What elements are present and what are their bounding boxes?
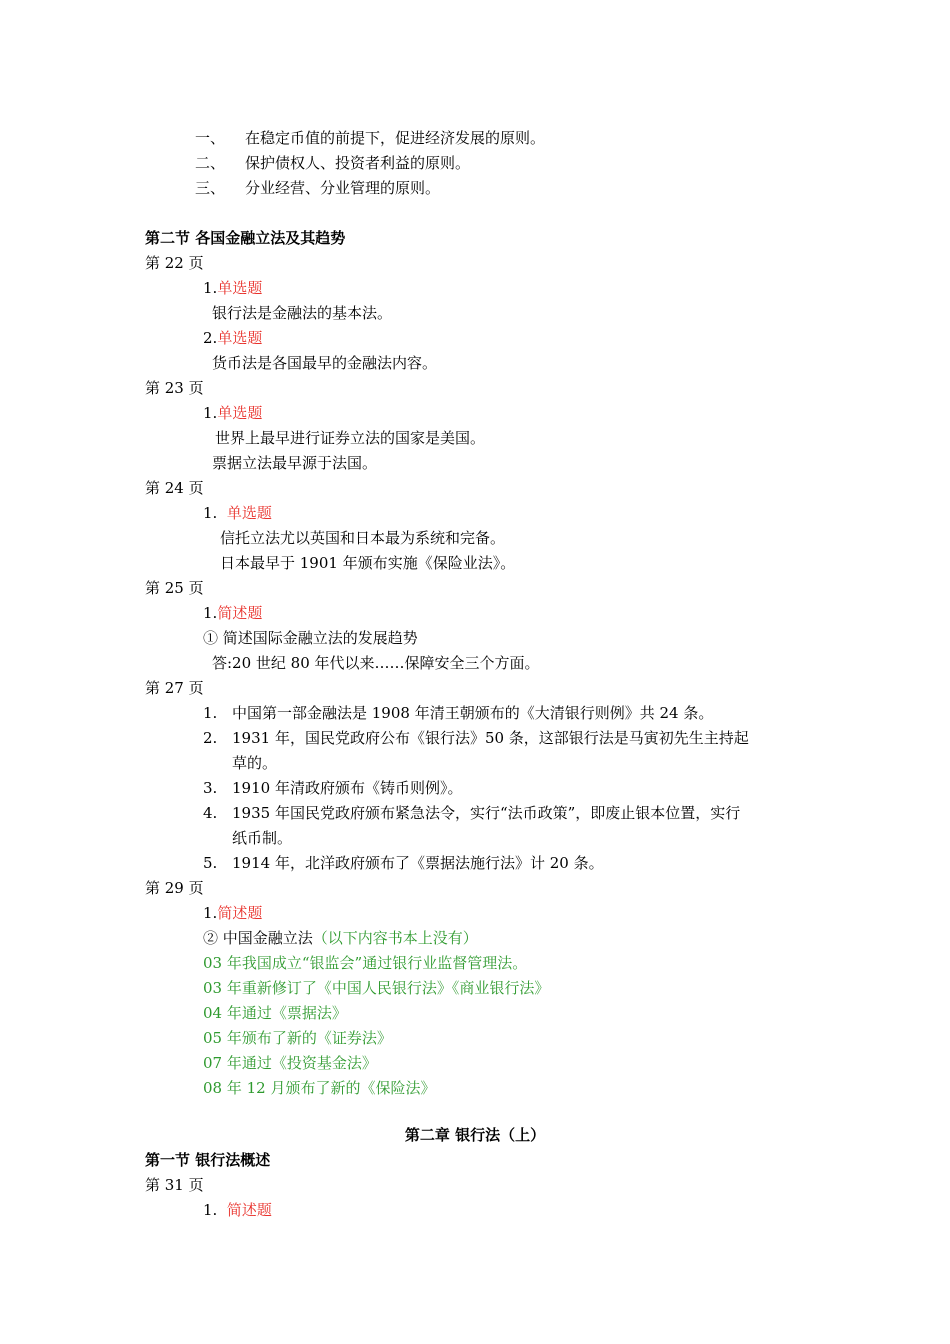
question-item <box>203 603 262 623</box>
principle-item <box>195 178 441 198</box>
page-marker: 第 24 页 <box>145 479 204 497</box>
page-marker: 第 23 页 <box>145 379 204 397</box>
question-number: 2. <box>203 329 218 347</box>
list-text: 1910 年清政府颁布《铸币则例》。 <box>232 779 463 797</box>
answer-text: 日本最早于 1901 年颁布实施《保险业法》。 <box>220 554 516 572</box>
list-item <box>203 803 741 823</box>
answer-text: 银行法是金融法的基本法。 <box>212 304 393 322</box>
list-text: 1914 年，北洋政府颁布了《票据法施行法》计 20 条。 <box>232 854 604 872</box>
question-item <box>203 278 262 298</box>
note-line: 03 年重新修订了《中国人民银行法》《商业银行法》 <box>203 979 550 997</box>
question-type: 单选题 <box>217 404 263 422</box>
question-number: 1. <box>203 279 218 297</box>
question-number: 1. <box>203 604 218 622</box>
principle-text: 保护债权人、投资者利益的原则。 <box>245 154 471 172</box>
question-item <box>203 1200 272 1220</box>
list-text: 1931 年，国民党政府公布《银行法》50 条，这部银行法是马寅初先生主持起 <box>232 729 749 747</box>
question-text: ① 简述国际金融立法的发展趋势 <box>203 629 418 647</box>
page-marker: 第 27 页 <box>145 679 204 697</box>
principle-number: 一、 <box>195 129 226 147</box>
question-type: 简述题 <box>217 904 263 922</box>
list-text-continued: 草的。 <box>232 754 278 772</box>
answer-text: 答:20 世纪 80 年代以来……保障安全三个方面。 <box>212 654 540 672</box>
list-item <box>203 778 463 798</box>
section-heading: 第二节 各国金融立法及其趋势 <box>145 229 346 247</box>
note-line: 07 年通过《投资基金法》 <box>203 1054 377 1072</box>
note-line: 08 年 12 月颁布了新的《保险法》 <box>203 1079 436 1097</box>
page-marker: 第 29 页 <box>145 879 204 897</box>
answer-text: 世界上最早进行证券立法的国家是美国。 <box>215 429 486 447</box>
question-number: 1. <box>203 504 218 522</box>
section-heading: 第一节 银行法概述 <box>145 1151 271 1169</box>
question-item <box>203 503 272 523</box>
question-number: 1. <box>203 1201 218 1219</box>
question-item <box>203 328 262 348</box>
list-item <box>203 703 714 723</box>
question-main: ② 中国金融立法 <box>203 929 313 947</box>
page-marker: 第 22 页 <box>145 254 204 272</box>
list-text-continued: 纸币制。 <box>232 829 293 847</box>
answer-text: 票据立法最早源于法国。 <box>212 454 378 472</box>
principle-item <box>195 153 471 173</box>
list-number: 4. <box>203 804 218 822</box>
page-marker: 第 31 页 <box>145 1176 204 1194</box>
question-type: 单选题 <box>217 329 263 347</box>
principle-item <box>195 128 546 148</box>
question-item <box>203 903 262 923</box>
principle-number: 二、 <box>195 154 226 172</box>
chapter-title: 第二章 银行法（上） <box>404 1126 546 1144</box>
note-line: 03 年我国成立“银监会”通过银行业监督管理法。 <box>203 954 528 972</box>
question-item <box>203 403 262 423</box>
list-text: 中国第一部金融法是 1908 年清王朝颁布的《大清银行则例》共 24 条。 <box>232 704 714 722</box>
principle-text: 分业经营、分业管理的原则。 <box>245 179 441 197</box>
answer-text: 货币法是各国最早的金融法内容。 <box>212 354 438 372</box>
question-number: 1. <box>203 404 218 422</box>
question-type: 简述题 <box>226 1201 272 1219</box>
list-item <box>203 728 749 748</box>
list-number: 5. <box>203 854 218 872</box>
question-note: （以下内容书本上没有） <box>312 929 478 947</box>
question-type: 简述题 <box>217 604 263 622</box>
page-marker: 第 25 页 <box>145 579 204 597</box>
question-type: 单选题 <box>217 279 263 297</box>
list-number: 1. <box>203 704 218 722</box>
list-number: 3. <box>203 779 218 797</box>
principle-number: 三、 <box>195 179 226 197</box>
list-item <box>203 853 604 873</box>
question-type: 单选题 <box>226 504 272 522</box>
answer-text: 信托立法尤以英国和日本最为系统和完备。 <box>220 529 506 547</box>
note-line: 04 年通过《票据法》 <box>203 1004 347 1022</box>
question-text <box>203 928 478 948</box>
list-text: 1935 年国民党政府颁布紧急法令，实行“法币政策”，即废止银本位置，实行 <box>232 804 741 822</box>
principle-text: 在稳定币值的前提下，促进经济发展的原则。 <box>245 129 546 147</box>
note-line: 05 年颁布了新的《证券法》 <box>203 1029 392 1047</box>
list-number: 2. <box>203 729 218 747</box>
question-number: 1. <box>203 904 218 922</box>
